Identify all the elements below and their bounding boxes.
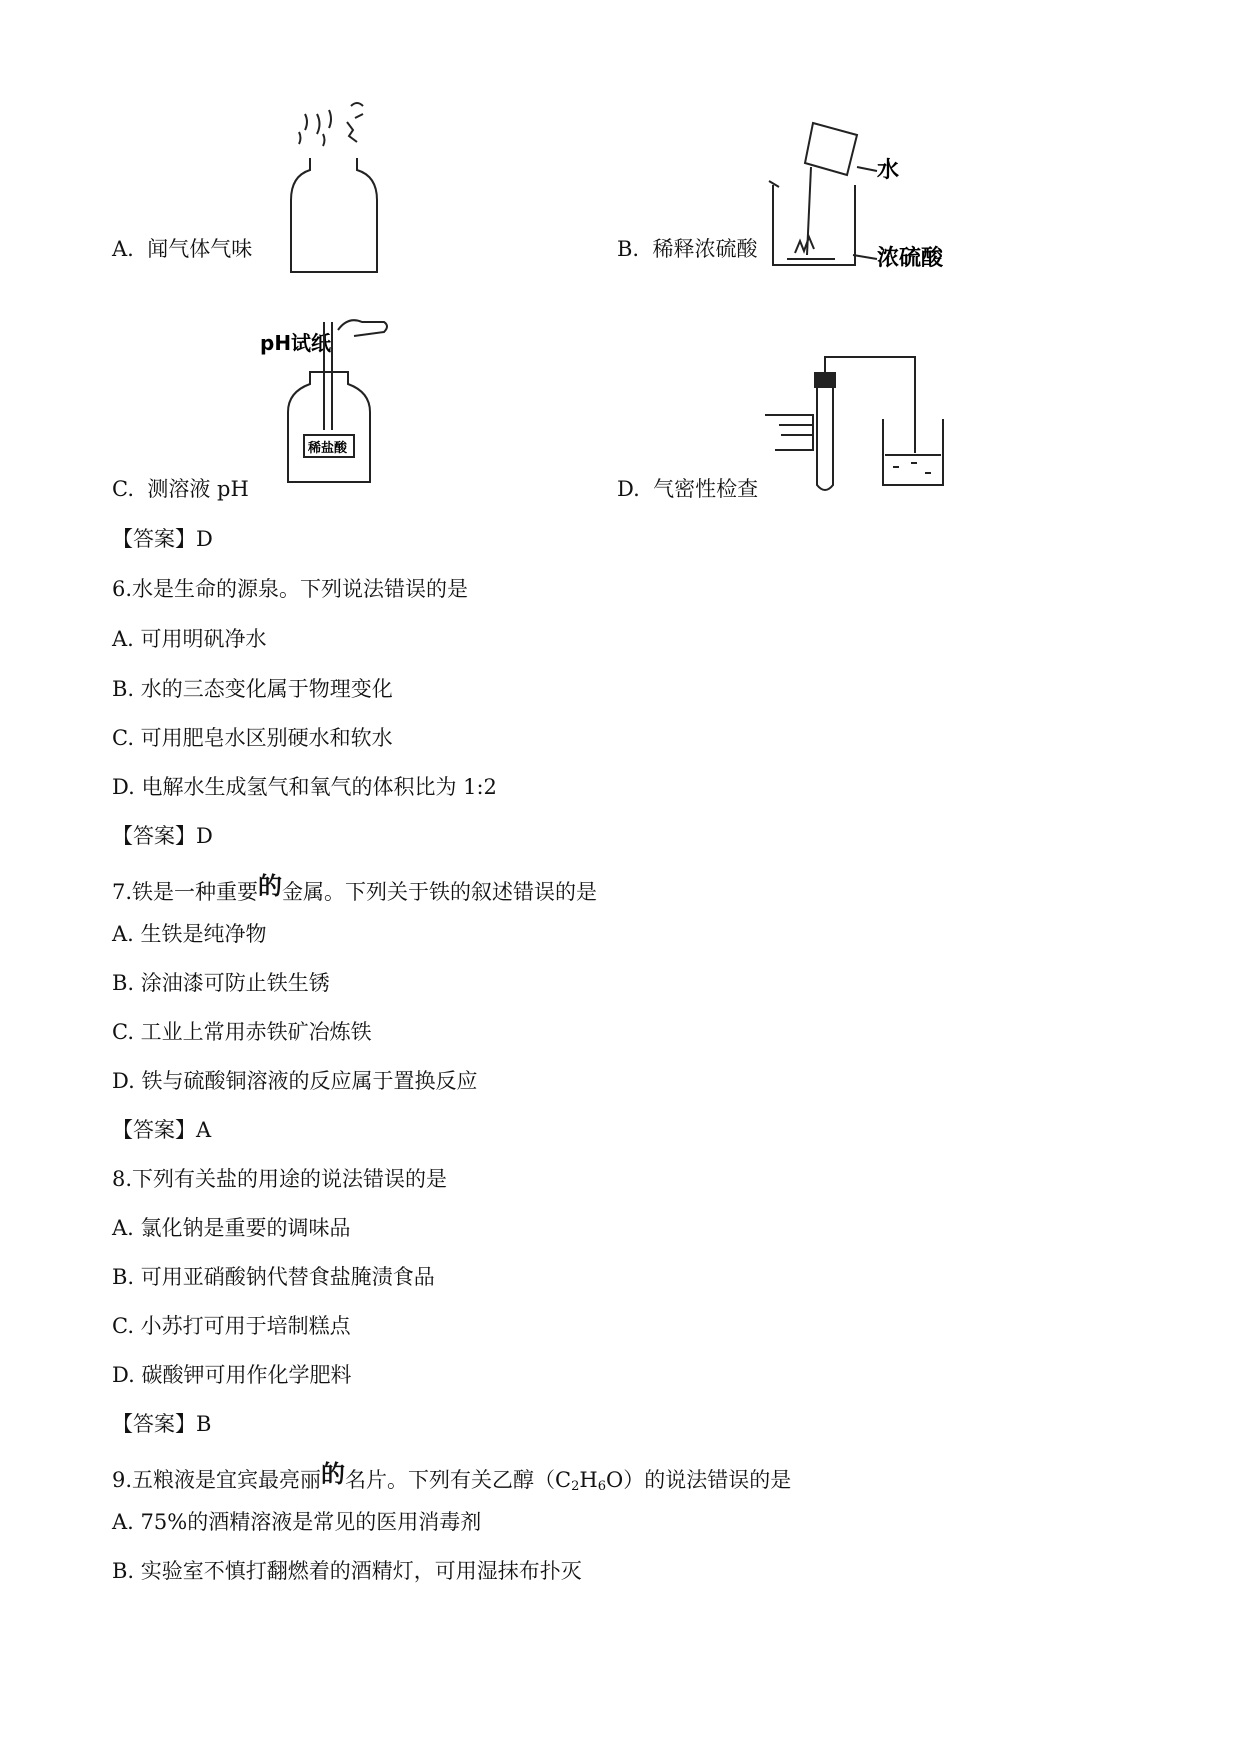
q8-answer: 【答案】B xyxy=(112,1412,212,1436)
q5-option-c: C. 测溶液 pH xyxy=(112,477,249,501)
q7-stem: 7.铁是一种重要的金属。下列关于铁的叙述错误的是 xyxy=(112,871,598,904)
q6-option-b: B. 水的三态变化属于物理变化 xyxy=(112,677,393,701)
q5-option-b: B. 稀释浓硫酸 xyxy=(617,237,758,261)
q5-answer: 【答案】D xyxy=(112,527,213,551)
ph-test-illustration xyxy=(260,320,440,490)
ph-paper-label: pH试纸 xyxy=(260,331,332,355)
conc-acid-label: 浓硫酸 xyxy=(877,246,944,271)
q7-answer: 【答案】A xyxy=(112,1118,212,1142)
q9-option-a: A. 75%的酒精溶液是常见的医用消毒剂 xyxy=(112,1510,482,1534)
water-label: 水 xyxy=(877,158,900,183)
q8-option-b: B. 可用亚硝酸钠代替食盐腌渍食品 xyxy=(112,1265,435,1289)
q6-option-a: A. 可用明矾净水 xyxy=(112,627,267,651)
q7-option-a: A. 生铁是纯净物 xyxy=(112,922,267,946)
q8-option-d: D. 碳酸钾可用作化学肥料 xyxy=(112,1363,352,1387)
smell-gas-illustration xyxy=(285,100,385,275)
dilute-acid-illustration xyxy=(765,115,945,285)
q5-option-a: A. 闻气体气味 xyxy=(112,237,253,261)
q5-option-d: D. 气密性检查 xyxy=(617,477,759,501)
q7-option-d: D. 铁与硫酸铜溶液的反应属于置换反应 xyxy=(112,1069,478,1093)
q9-option-b: B. 实验室不慎打翻燃着的酒精灯，可用湿抹布扑灭 xyxy=(112,1559,582,1583)
q7-option-b: B. 涂油漆可防止铁生锈 xyxy=(112,971,330,995)
q6-option-c: C. 可用肥皂水区别硬水和软水 xyxy=(112,726,393,750)
dilute-hcl-label: 稀盐酸 xyxy=(308,441,348,456)
q6-option-d: D. 电解水生成氢气和氧气的体积比为 1:2 xyxy=(112,775,497,799)
q6-stem: 6.水是生命的源泉。下列说法错误的是 xyxy=(112,577,469,601)
q8-option-c: C. 小苏打可用于培制糕点 xyxy=(112,1314,351,1338)
q7-option-c: C. 工业上常用赤铁矿冶炼铁 xyxy=(112,1020,372,1044)
q9-stem: 9.五粮液是宜宾最亮丽的名片。下列有关乙醇$(C_2H_6O)$的说法错误的是 xyxy=(112,1459,792,1494)
q8-stem: 8.下列有关盐的用途的说法错误的是 xyxy=(112,1167,448,1191)
q6-answer: 【答案】D xyxy=(112,824,213,848)
airtightness-illustration xyxy=(765,355,945,495)
q8-option-a: A. 氯化钠是重要的调味品 xyxy=(112,1216,351,1240)
